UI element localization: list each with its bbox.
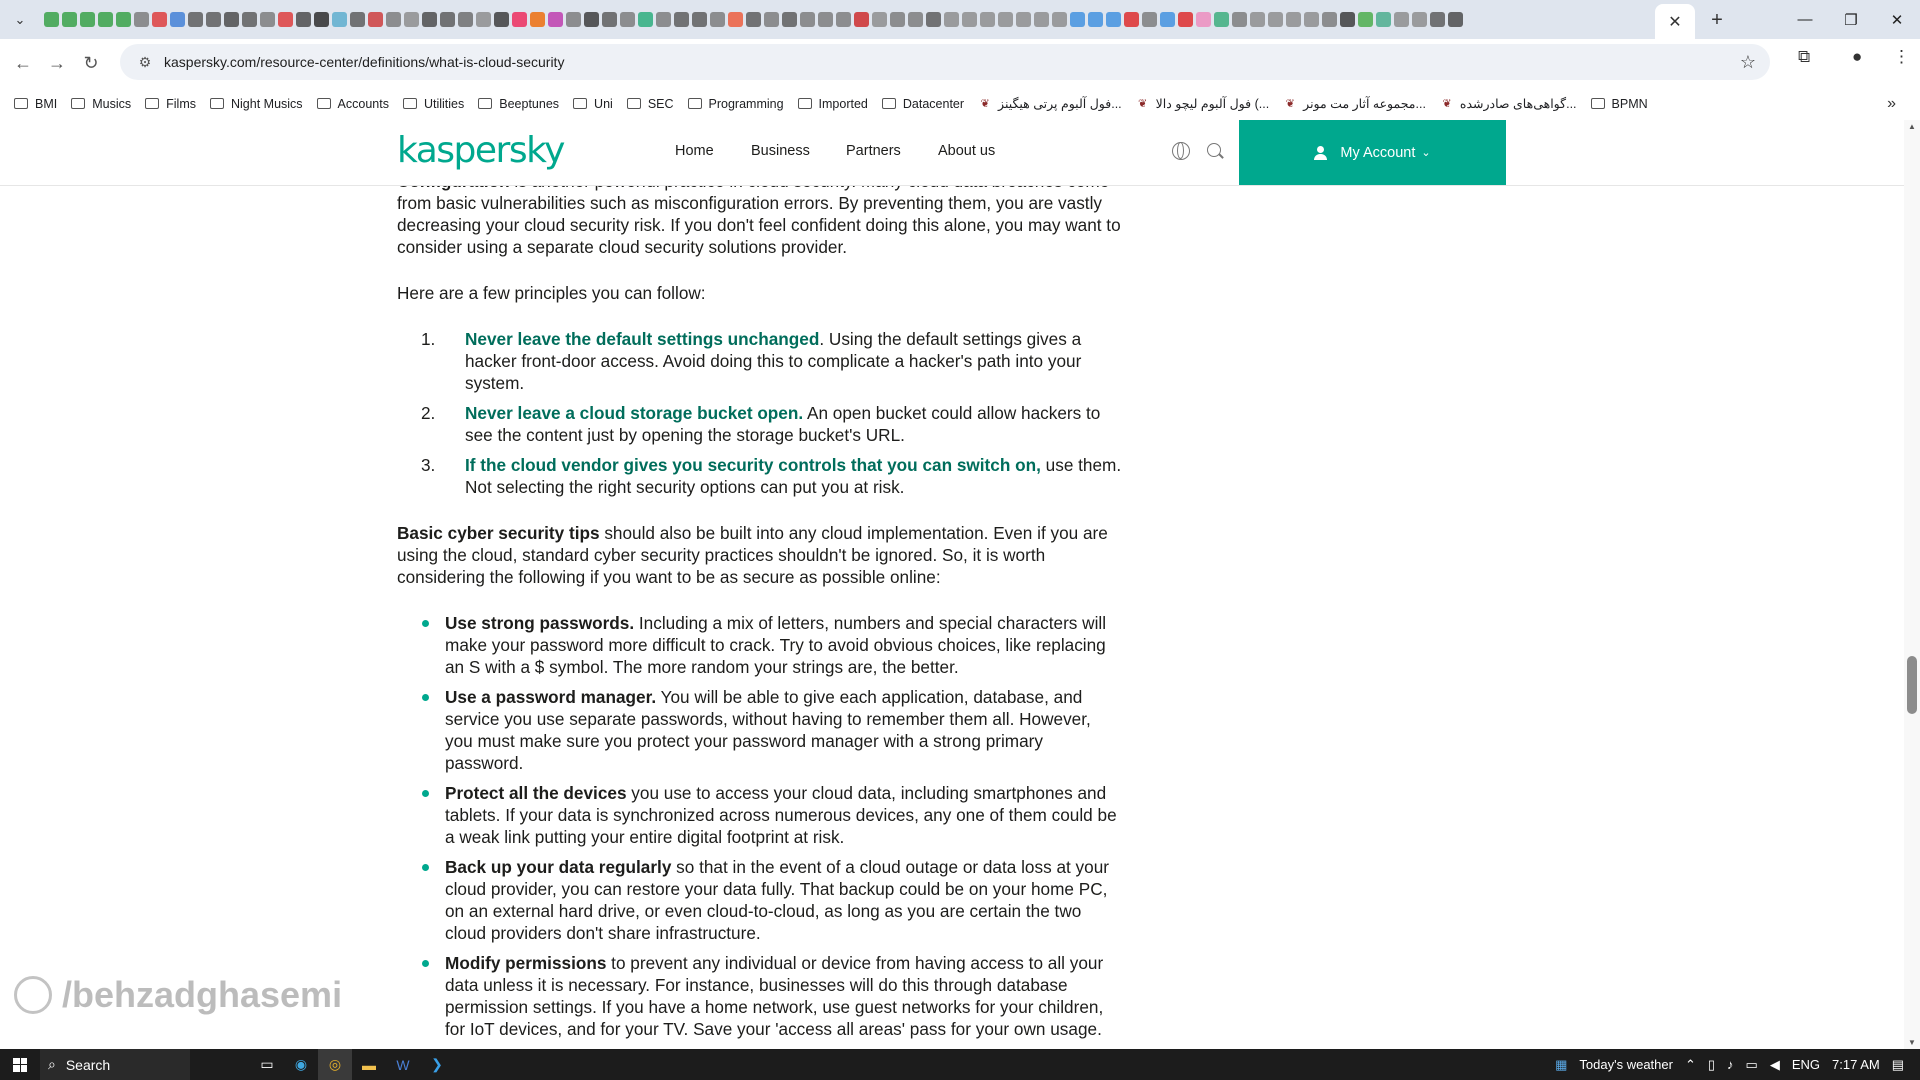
scroll-down-arrow-icon[interactable]: ▼ xyxy=(1908,1038,1916,1047)
pinned-tab-favicon-icon[interactable] xyxy=(260,12,275,27)
bookmark-label: Night Musics xyxy=(231,96,303,111)
folder-icon xyxy=(210,98,224,109)
pinned-tab-favicon-icon[interactable] xyxy=(620,12,635,27)
pinned-tab-favicon-icon[interactable] xyxy=(890,12,905,27)
bookmark-label: فول آلبوم لیچو دالا (... xyxy=(1155,97,1270,111)
bookmark-item[interactable] xyxy=(145,97,196,111)
network-icon[interactable]: ▭ xyxy=(1745,1056,1758,1072)
battery-icon[interactable]: ▯ xyxy=(1707,1056,1716,1072)
pinned-tab-favicon-icon[interactable] xyxy=(728,12,743,27)
bookmark-label: BPMN xyxy=(1611,96,1648,111)
bookmark-item[interactable] xyxy=(1591,97,1648,111)
folder-icon xyxy=(145,98,159,109)
forward-button[interactable]: → xyxy=(48,52,66,73)
word-icon[interactable]: W xyxy=(396,1056,410,1073)
url-text[interactable]: kaspersky.com/resource-center/definitions/what-is-cloud-security xyxy=(164,54,565,70)
pinned-tab-favicon-icon[interactable] xyxy=(1340,12,1355,27)
pinned-tab-favicon-icon[interactable] xyxy=(980,12,995,27)
pinned-tab-favicon-icon[interactable] xyxy=(1412,12,1427,27)
folder-icon xyxy=(688,98,702,109)
bookmark-label: Beeptunes xyxy=(499,96,560,111)
pinned-tab-favicon-icon[interactable] xyxy=(476,12,491,27)
pinned-tab-favicon-icon[interactable] xyxy=(854,12,869,27)
kaspersky-logo[interactable]: kaspersky xyxy=(397,130,564,171)
pinned-tab-favicon-icon[interactable] xyxy=(188,12,203,27)
restore-button[interactable]: ❐ xyxy=(1844,11,1858,29)
bookmark-label: Films xyxy=(166,96,196,111)
close-window-button[interactable]: ✕ xyxy=(1890,11,1904,29)
pinned-tab-favicon-icon[interactable] xyxy=(548,12,563,27)
pinned-tab-favicon-icon[interactable] xyxy=(638,12,653,27)
pinned-tab-favicon-icon[interactable] xyxy=(656,12,671,27)
pinned-tab-favicon-icon[interactable] xyxy=(962,12,977,27)
pinned-tab-favicon-icon[interactable] xyxy=(1034,12,1049,27)
bookmark-item[interactable] xyxy=(978,96,1122,111)
pinned-tab-favicon-icon[interactable] xyxy=(872,12,887,27)
pinned-tab-favicon-icon[interactable] xyxy=(1214,12,1229,27)
pinned-tab-favicon-icon[interactable] xyxy=(908,12,923,27)
pinned-tab-favicon-icon[interactable] xyxy=(800,12,815,27)
tab-search-icon[interactable]: ⌄ xyxy=(14,11,26,27)
reload-button[interactable]: ↻ xyxy=(83,52,99,73)
search-icon[interactable] xyxy=(1207,143,1221,157)
pinned-tab-favicon-icon[interactable] xyxy=(1394,12,1409,27)
pinned-tab-favicon-icon[interactable] xyxy=(710,12,725,27)
pinned-tab-favicon-icon[interactable] xyxy=(1052,12,1067,27)
pinned-tab-favicon-icon[interactable] xyxy=(170,12,185,27)
pinned-tab-favicon-icon[interactable] xyxy=(746,12,761,27)
pinned-tab-favicon-icon[interactable] xyxy=(1268,12,1283,27)
pinned-tab-favicon-icon[interactable] xyxy=(1142,12,1157,27)
pinned-tab-favicon-icon[interactable] xyxy=(404,12,419,27)
list-item: 1. Never leave the default settings unchanged. Using the default settings gives a hacker front-door access. Avoid doing this to complicate a hacker's path into your system. xyxy=(421,329,1082,393)
folder-icon xyxy=(403,98,417,109)
pinned-tab-favicon-icon[interactable] xyxy=(674,12,689,27)
bookmark-item[interactable] xyxy=(627,97,674,111)
bookmark-item[interactable] xyxy=(210,97,303,111)
pinned-tab-favicon-icon[interactable] xyxy=(278,12,293,27)
nav-business[interactable]: Business xyxy=(751,143,810,159)
folder-icon xyxy=(627,98,641,109)
pinned-tab-favicon-icon[interactable] xyxy=(1358,12,1373,27)
pinned-tab-favicon-icon[interactable] xyxy=(1322,12,1337,27)
page-scrollbar[interactable] xyxy=(1904,120,1920,1049)
pinned-tab-favicon-icon[interactable] xyxy=(332,12,347,27)
bookmark-star-icon[interactable]: ☆ xyxy=(1739,51,1756,72)
file-explorer-icon[interactable]: ▬ xyxy=(362,1056,376,1073)
taskbar-search[interactable]: ⌕ Search xyxy=(40,1049,190,1080)
pinned-tab-favicon-icon[interactable] xyxy=(458,12,473,27)
chevron-down-icon: ⌄ xyxy=(1421,147,1431,159)
nav-home[interactable]: Home xyxy=(675,143,714,159)
pinned-tab-favicon-icon[interactable] xyxy=(314,12,329,27)
pinned-tab-favicon-icon[interactable] xyxy=(818,12,833,27)
browser-menu-icon[interactable]: ⋮ xyxy=(1893,47,1910,66)
pinned-tab-favicon-icon[interactable] xyxy=(1088,12,1103,27)
site-favicon-icon: ❦ xyxy=(980,97,990,110)
pinned-tab-favicon-icon[interactable] xyxy=(44,12,59,27)
profile-icon[interactable]: ● xyxy=(1852,47,1863,66)
pinned-tab-favicon-icon[interactable] xyxy=(134,12,149,27)
pinned-tab-favicon-icon[interactable] xyxy=(566,12,581,27)
pinned-tab-favicon-icon[interactable] xyxy=(1070,12,1085,27)
pinned-tab-favicon-icon[interactable] xyxy=(692,12,707,27)
site-favicon-icon: ❦ xyxy=(1285,97,1295,110)
system-tray xyxy=(1555,1049,1920,1080)
bookmark-label: Uni xyxy=(594,96,613,111)
extensions-icon[interactable]: ⧉ xyxy=(1798,47,1811,66)
pinned-tab-favicon-icon[interactable] xyxy=(998,12,1013,27)
pinned-tab-favicon-icon[interactable] xyxy=(224,12,239,27)
list-item: 3. If the cloud vendor gives you security controls that you can switch on, use them. Not selecting the right security options can put you at risk. xyxy=(421,455,1122,497)
pinned-tab-favicon-icon[interactable] xyxy=(1376,12,1391,27)
pinned-tab-favicon-icon[interactable] xyxy=(836,12,851,27)
tips-list xyxy=(397,612,1123,1070)
pinned-tab-favicon-icon[interactable] xyxy=(1196,12,1211,27)
edge-icon[interactable]: ◉ xyxy=(294,1056,308,1072)
list-item: Use strong passwords. Including a mix of letters, numbers and special characters will make your password more difficult to crack. Try to avoid obvious choices, like replacing an S with a $ symbol. The more random your strings are, the better. xyxy=(397,612,1123,678)
configuration-paragraph: from basic vulnerabilities such as misconfiguration errors. By preventing them, you are vastly decreasing your cloud security risk. If you don't feel confident doing this alone, you may want to consider using a separate cloud security solutions provider. xyxy=(397,193,1121,257)
pinned-tab-favicon-icon[interactable] xyxy=(926,12,941,27)
bookmark-label: گواهی‌های صادرشده... xyxy=(1459,97,1577,111)
minimize-button[interactable]: — xyxy=(1797,11,1813,28)
bookmark-item[interactable] xyxy=(317,97,389,111)
globe-icon[interactable] xyxy=(1172,142,1190,160)
windows-taskbar xyxy=(0,1049,1920,1080)
folder-icon xyxy=(1591,98,1605,109)
pinned-tab-favicon-icon[interactable] xyxy=(1250,12,1265,27)
browser-toolbar xyxy=(0,39,1920,87)
site-favicon-icon: ❦ xyxy=(1442,97,1452,110)
principles-list xyxy=(397,328,1123,498)
pinned-tab-favicon-icon[interactable] xyxy=(422,12,437,27)
pinned-tab-favicon-icon[interactable] xyxy=(1304,12,1319,27)
list-item: Use a password manager. You will be able to give each application, database, and service you use separate passwords, without having to remember them all. However, you must make sure you protect your password manager with a strong primary password. xyxy=(397,686,1123,774)
new-tab-button[interactable]: + xyxy=(1711,8,1723,31)
pinned-tab-favicon-icon[interactable] xyxy=(602,12,617,27)
clock[interactable]: 7:17 AM xyxy=(1832,1057,1880,1072)
pinned-tab-favicon-icon[interactable] xyxy=(1286,12,1301,27)
pinned-tab-favicon-icon[interactable] xyxy=(1106,12,1121,27)
list-item: 2. Never leave a cloud storage bucket open. An open bucket could allow hackers to see the content just by opening the storage bucket's URL. xyxy=(421,403,1101,445)
pinned-tab-favicon-icon[interactable] xyxy=(1430,12,1445,27)
bookmark-item[interactable] xyxy=(798,97,868,111)
pinned-tab-favicon-icon[interactable] xyxy=(116,12,131,27)
pinned-tab-favicon-icon[interactable] xyxy=(1232,12,1247,27)
pinned-tab-favicon-icon[interactable] xyxy=(584,12,599,27)
nav-about-us[interactable]: About us xyxy=(938,143,996,159)
watermark: /behzadghasemi xyxy=(14,974,342,1016)
pinned-tab-favicon-icon[interactable] xyxy=(1160,12,1175,27)
pinned-tab-favicon-icon[interactable] xyxy=(1178,12,1193,27)
windows-logo-icon xyxy=(13,1058,27,1072)
tray-chevron-icon[interactable]: ⌃ xyxy=(1684,1056,1696,1072)
bookmark-label: Utilities xyxy=(423,96,465,111)
bookmark-label: SEC xyxy=(647,96,674,111)
my-account-label: My Account xyxy=(1340,144,1416,161)
pinned-tab-favicon-icon[interactable] xyxy=(440,12,455,27)
back-button[interactable]: ← xyxy=(14,52,32,73)
list-item: Protect all the devices you use to access your cloud data, including smartphones and tablets. If your data is synchronized across numerous devices, any one of them could be a weak link putting your entire digital footprint at risk. xyxy=(397,782,1123,848)
list-item: Back up your data regularly so that in the event of a cloud outage or data loss at your cloud provider, you can restore your data fully. That backup could be on your home PC, on an external hard drive, or even cloud-to-cloud, as long as you are certain the two cloud providers don't share infrastructure. xyxy=(397,856,1123,944)
bookmarks-overflow-icon[interactable]: » xyxy=(1887,95,1896,112)
bookmark-item[interactable] xyxy=(478,97,559,111)
my-account-button[interactable] xyxy=(1239,120,1506,185)
list-item: Modify permissions to prevent any individual or device from having access to all your data unless it is necessary. For instance, businesses will do this through database permission settings. If you have a home network, use guest networks for your children, for IoT devices, and for your TV. Save your 'access all areas' pass for your own usage. xyxy=(397,952,1123,1040)
scroll-thumb[interactable] xyxy=(1907,656,1917,714)
folder-icon xyxy=(71,98,85,109)
bookmark-label: فول آلبوم پرتی هیگینز... xyxy=(998,97,1122,111)
tab-close-icon[interactable]: ✕ xyxy=(1668,13,1682,31)
pinned-tab-favicon-icon[interactable] xyxy=(296,12,311,27)
user-icon xyxy=(1314,146,1326,160)
scroll-up-arrow-icon[interactable]: ▲ xyxy=(1908,122,1916,131)
pinned-tab-favicon-icon[interactable] xyxy=(512,12,527,27)
tab-strip xyxy=(0,0,1920,39)
bookmark-label: Musics xyxy=(92,96,132,111)
bookmark-item[interactable] xyxy=(688,97,784,111)
site-header xyxy=(0,120,1904,186)
bookmark-item[interactable] xyxy=(1283,96,1426,111)
language-indicator[interactable]: ENG xyxy=(1791,1057,1820,1072)
principles-intro: Here are a few principles you can follow: xyxy=(397,283,706,303)
pinned-tab-favicon-icon[interactable] xyxy=(98,12,113,27)
pinned-tab-favicon-icon[interactable] xyxy=(530,12,545,27)
bookmark-label: Accounts xyxy=(337,96,389,111)
pinned-tab-favicon-icon[interactable] xyxy=(350,12,365,27)
nav-partners[interactable]: Partners xyxy=(846,143,901,159)
folder-icon xyxy=(478,98,492,109)
microphone-icon[interactable]: ♪ xyxy=(1727,1057,1734,1072)
folder-icon xyxy=(14,98,28,109)
weather-icon[interactable]: ▦ xyxy=(1555,1056,1568,1072)
bookmark-item[interactable] xyxy=(71,97,131,111)
vscode-icon[interactable]: ❯ xyxy=(431,1056,443,1072)
pinned-tab-favicon-icon[interactable] xyxy=(386,12,401,27)
bookmark-item[interactable] xyxy=(1440,96,1577,111)
pinned-tabs[interactable] xyxy=(44,0,1664,39)
folder-icon xyxy=(573,98,587,109)
chrome-icon[interactable]: ◎ xyxy=(318,1049,352,1080)
pinned-tab-favicon-icon[interactable] xyxy=(944,12,959,27)
search-icon: ⌕ xyxy=(48,1056,56,1072)
bookmark-item[interactable] xyxy=(14,97,57,111)
bookmark-item[interactable] xyxy=(882,97,964,111)
active-tab[interactable] xyxy=(1655,4,1695,39)
pinned-tab-favicon-icon[interactable] xyxy=(782,12,797,27)
pinned-tab-favicon-icon[interactable] xyxy=(494,12,509,27)
notifications-icon[interactable]: ▤ xyxy=(1891,1056,1904,1072)
bookmark-item[interactable] xyxy=(403,97,464,111)
pinned-tab-favicon-icon[interactable] xyxy=(62,12,77,27)
bookmark-label: Datacenter xyxy=(902,96,965,111)
start-button[interactable] xyxy=(0,1049,40,1080)
pinned-tab-favicon-icon[interactable] xyxy=(1016,12,1031,27)
site-favicon-icon: ❦ xyxy=(1138,97,1148,110)
folder-icon xyxy=(798,98,812,109)
bookmarks-bar xyxy=(0,87,1920,121)
pinned-tab-favicon-icon[interactable] xyxy=(368,12,383,27)
bookmark-label: BMI xyxy=(35,96,58,111)
address-bar[interactable] xyxy=(120,44,1770,80)
bookmark-label: Imported xyxy=(818,96,868,111)
pinned-tab-favicon-icon[interactable] xyxy=(1124,12,1139,27)
weather-label[interactable]: Today's weather xyxy=(1579,1057,1673,1072)
pinned-tab-favicon-icon[interactable] xyxy=(206,12,221,27)
bookmark-item[interactable] xyxy=(573,97,613,111)
task-view-icon[interactable]: ▭ xyxy=(260,1056,274,1072)
site-info-icon[interactable]: ⚙ xyxy=(138,53,152,70)
pinned-tab-favicon-icon[interactable] xyxy=(152,12,167,27)
bookmark-item[interactable] xyxy=(1136,96,1270,111)
tips-paragraph: Basic cyber security tips should also be built into any cloud implementation. Even if you are using the cloud, standard cyber security practices shouldn't be ignored. So, it is worth considering the following if you want to be as secure as possible online: xyxy=(397,523,1108,587)
watermark-logo-icon xyxy=(14,976,52,1014)
pinned-tab-favicon-icon[interactable] xyxy=(764,12,779,27)
bookmark-label: مجموعه آثار مت مونر... xyxy=(1303,97,1426,111)
folder-icon xyxy=(882,98,896,109)
pinned-tab-favicon-icon[interactable] xyxy=(1448,12,1463,27)
pinned-tab-favicon-icon[interactable] xyxy=(80,12,95,27)
bookmark-label: Programming xyxy=(708,96,784,111)
volume-icon[interactable]: ◀ xyxy=(1769,1056,1780,1072)
pinned-tab-favicon-icon[interactable] xyxy=(242,12,257,27)
article-body xyxy=(397,170,1123,1078)
folder-icon xyxy=(317,98,331,109)
